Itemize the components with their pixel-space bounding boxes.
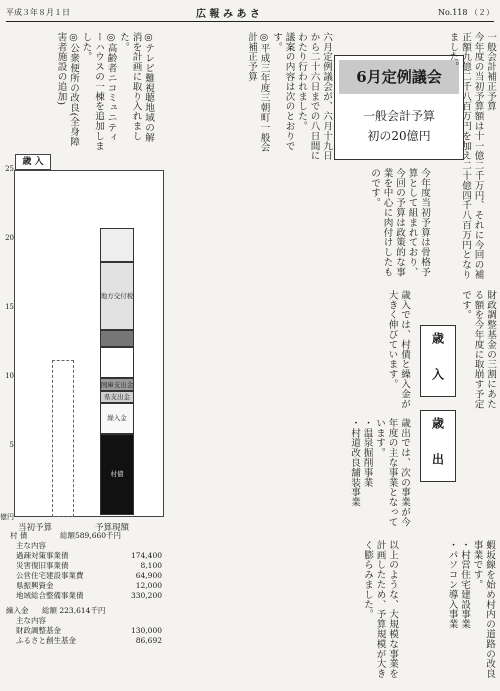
column-revenue: 歳入では、村債と繰入金が大きく伸びています。 — [386, 290, 410, 409]
paper-name: 広 報 み あ さ — [196, 9, 260, 20]
headline: 6月定例議会 — [339, 60, 459, 94]
loans-header — [0, 531, 168, 541]
y-tick-label: 20 — [5, 234, 14, 242]
table-row — [0, 636, 168, 646]
loans-title: 村 債 — [10, 531, 28, 540]
chart-title: 歳 入 — [15, 154, 51, 170]
y-tick-label: 25 — [5, 165, 14, 173]
column-intro: 一般会計補正予算 今年度の当初予算額は十一億二千万円、それに今回の補正額九億二千八百万円を加え二十億四千八百万円となりました。 — [447, 32, 496, 280]
table-row — [0, 581, 168, 591]
transfers-header — [0, 606, 168, 616]
loan-name: 公営住宅建設事業費 — [16, 571, 84, 580]
segment-label: 県支出金 — [104, 393, 130, 401]
loans-subhead: 主な内容 — [16, 541, 46, 550]
loan-value: 174,400 — [130, 551, 162, 560]
column-scale: 以上のような、大規模な事業を計画したため、予算規模が大きく膨らみました。 — [362, 540, 398, 679]
table-row — [0, 571, 168, 581]
loan-name: 地域総合整備事業債 — [16, 591, 84, 600]
transfer-name: ふるさと創生基金 — [16, 636, 76, 645]
column-expense: 歳出では、次の事業が今年度の主な事業となっています。 ・温泉掘削事業 ・村道改良舗装事業 — [349, 418, 410, 527]
transfers-table — [0, 606, 168, 646]
x-label-current: 予算現額 — [95, 523, 130, 533]
header-rule — [6, 21, 494, 22]
loan-name: 県振興資金 — [16, 581, 54, 590]
income-chart — [0, 148, 165, 533]
page-header — [6, 4, 494, 22]
segment-label: 繰入金 — [107, 414, 127, 423]
loans-table — [0, 531, 168, 601]
loans-total: 総額589,660千円 — [60, 531, 122, 540]
loan-value: 330,200 — [130, 591, 162, 600]
loan-name: 災害復旧事業債 — [16, 561, 69, 570]
y-unit-label: 億円 — [0, 513, 14, 521]
subheadline-line-1: 一般会計予算 — [362, 109, 435, 123]
issue-number: No.118 （２） — [437, 8, 494, 17]
y-tick-label: 15 — [5, 303, 14, 311]
column-projects: 蝦坂線を始め村内の道路の改良事業です。 ・村営住宅建設事業 ・パソコン導入事業 — [446, 540, 495, 679]
segment-label: 村債 — [110, 470, 124, 479]
table-row — [0, 591, 168, 601]
segment-label: 国庫支出金 — [100, 380, 134, 389]
table-row — [0, 551, 168, 561]
loan-name: 過疎対策事業債 — [16, 551, 69, 560]
y-tick-label: 10 — [5, 372, 14, 380]
expense-label: 歳 出 — [420, 410, 456, 482]
bar-segment — [100, 228, 134, 263]
loan-value: 8,100 — [140, 561, 162, 570]
transfer-value: 86,692 — [135, 636, 162, 645]
table-row — [0, 626, 168, 636]
transfer-value: 130,000 — [130, 626, 162, 635]
table-row — [0, 561, 168, 571]
loan-value: 12,000 — [135, 581, 162, 590]
transfers-total: 総額 223,614千円 — [42, 606, 106, 615]
initial-budget-guide — [52, 360, 74, 517]
column-fund: 財政調整基金の三割にあたる額を今年度に取崩す予定です。 — [460, 290, 496, 409]
issue-date: 平成３年８月１日 — [6, 8, 70, 17]
income-label: 歳 入 — [420, 325, 456, 397]
subheadline-line-2: 初の20億円 — [367, 129, 431, 143]
bar-segment — [100, 330, 134, 347]
chart-frame — [14, 170, 164, 517]
y-tick-label: 5 — [9, 441, 14, 449]
transfers-title: 繰入金 — [6, 606, 29, 615]
column-session: 六月定例議会が、六月十九日から二十六日までの八日間にわたり行われました。 議案の内容は次のとおりです。 ◎平成三年度三朝町一般会計補正予算 — [246, 32, 332, 161]
transfers-subhead: 主な内容 — [16, 616, 46, 625]
bar-segment — [100, 347, 134, 379]
loan-value: 64,900 — [135, 571, 162, 580]
x-label-initial: 当初予算 — [18, 523, 53, 533]
transfer-name: 財政調整基金 — [16, 626, 61, 635]
column-budget: 今年度当初予算は骨格予算として組まれており、今回の予算は政策的な事業を中心に肉付けしたものです。 — [369, 168, 430, 277]
segment-label: 地方交付税 — [100, 292, 134, 301]
column-left-notes: ◎テレビ難視聴地域の解消を計画に取り入れました。 ◎高齢者ニコミュニティーハウスの一棟を追加しました。 ◎公衆便所の改良(全身障害者施設の追加) — [55, 32, 154, 151]
